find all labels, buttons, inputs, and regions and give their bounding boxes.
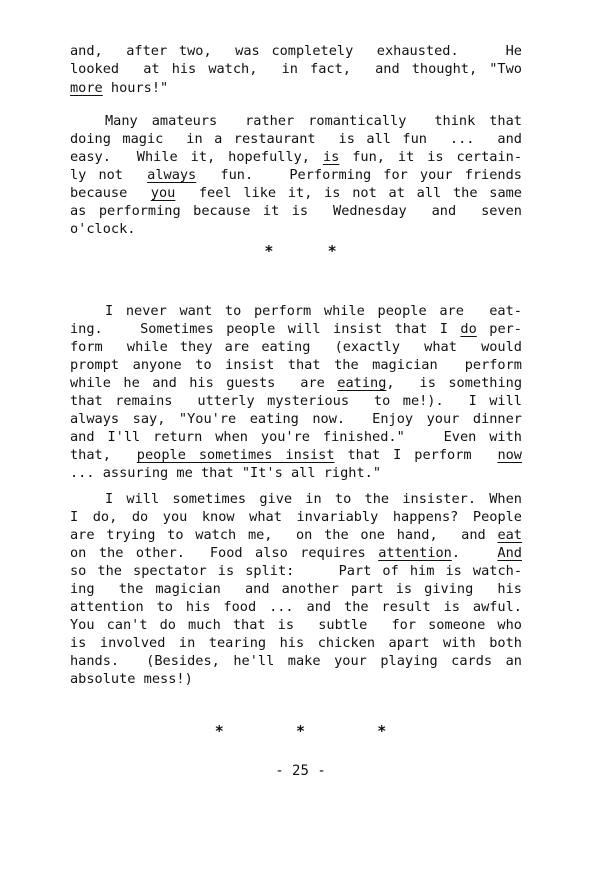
text-segment: doing magic in a restaurant is all fun ... and	[70, 131, 522, 147]
text-segment: and I'll return when you're finished." Even with	[70, 429, 522, 445]
text-segment: always say, "You're eating now. Enjoy your dinner	[70, 411, 522, 427]
text-segment: .	[451, 545, 498, 561]
text-line	[70, 166, 522, 184]
text-line	[70, 634, 522, 652]
text-line	[70, 338, 522, 356]
text-segment: , is something	[386, 375, 523, 391]
underlined-text: always	[147, 167, 197, 183]
text-line	[70, 79, 522, 97]
text-line	[70, 544, 522, 562]
text-line	[70, 184, 522, 202]
text-line	[70, 526, 522, 544]
text-segment: ing. Sometimes people will insist that I	[70, 321, 461, 337]
text-segment: easy. While it, hopefully,	[70, 149, 323, 165]
text-line	[70, 464, 522, 482]
text-line	[70, 670, 522, 688]
text-line	[70, 508, 522, 526]
text-segment: form while they are eating (exactly what would	[70, 339, 522, 355]
text-segment: are trying to watch me, on the one hand, and	[70, 527, 498, 543]
text-segment: ... assuring me that "It's all right."	[70, 465, 381, 481]
text-segment: Many amateurs rather romantically think that	[105, 113, 522, 129]
text-line	[70, 374, 522, 392]
text-segment: per-	[476, 321, 522, 337]
underlined-text: you	[150, 185, 176, 201]
text-segment: I do, do you know what invariably happens? People	[70, 509, 522, 525]
text-line	[70, 320, 522, 338]
text-line	[105, 490, 522, 508]
text-line	[70, 60, 522, 78]
text-segment: I will sometimes give in to the insister. When	[105, 491, 522, 507]
underlined-text: do	[460, 321, 477, 337]
text-line	[70, 410, 522, 428]
text-segment: ly not	[70, 167, 148, 183]
section-separator-bottom: * * *	[214, 722, 387, 740]
text-segment: fun. Performing for your friends	[196, 167, 522, 183]
text-segment: that,	[70, 447, 137, 463]
text-segment: on the other. Food also requires	[70, 545, 379, 561]
text-segment: feel like it, is not at all the same	[175, 185, 522, 201]
text-segment: fun, it is certain-	[339, 149, 523, 165]
text-line	[70, 652, 522, 670]
text-line	[105, 112, 522, 130]
underlined-text: is	[322, 149, 340, 165]
text-segment: looked at his watch, in fact, and thought, "Two	[70, 61, 522, 77]
text-segment: because	[70, 185, 151, 201]
text-line	[70, 392, 522, 410]
underlined-text: now	[497, 447, 522, 463]
text-segment: so the spectator is split: Part of him is watch-	[70, 563, 522, 579]
section-separator-top: * *	[264, 242, 337, 260]
text-segment: ing the magician and another part is giving his	[70, 581, 522, 597]
text-segment: hours!"	[102, 80, 169, 96]
text-line	[70, 616, 522, 634]
underlined-text: eating	[337, 375, 387, 391]
underlined-text: And	[497, 545, 522, 561]
text-line	[70, 202, 522, 220]
text-line	[70, 428, 522, 446]
text-segment: attention to his food ... and the result is awful.	[70, 599, 522, 615]
text-segment: is involved in tearing his chicken apart with both	[70, 635, 522, 651]
text-segment: that I perform	[334, 447, 498, 463]
text-segment: I never want to perform while people are eat-	[105, 303, 522, 319]
text-line	[70, 356, 522, 374]
underlined-text: eat	[497, 527, 522, 543]
text-line	[70, 598, 522, 616]
text-segment: and, after two, was completely exhausted. He	[70, 43, 522, 59]
text-segment: while he and his guests are	[70, 375, 338, 391]
underlined-text: people sometimes insist	[136, 447, 335, 463]
underlined-text: more	[70, 80, 103, 96]
text-segment: o'clock.	[70, 221, 136, 237]
text-segment: hands. (Besides, he'll make your playing cards an	[70, 653, 522, 669]
text-line	[70, 130, 522, 148]
text-line	[70, 562, 522, 580]
text-segment: You can't do much that is subtle for someone who	[70, 617, 522, 633]
page-number: - 25 -	[275, 763, 326, 779]
text-line	[105, 302, 522, 320]
text-line	[70, 446, 522, 464]
text-segment: that remains utterly mysterious to me!). I will	[70, 393, 522, 409]
text-segment: absolute mess!)	[70, 671, 193, 687]
text-segment: as performing because it is Wednesday and seven	[70, 203, 522, 219]
text-line	[70, 42, 522, 60]
text-line	[70, 580, 522, 598]
text-line	[70, 148, 522, 166]
text-segment: prompt anyone to insist that the magician perform	[70, 357, 522, 373]
text-line	[70, 220, 522, 238]
underlined-text: attention	[378, 545, 452, 561]
